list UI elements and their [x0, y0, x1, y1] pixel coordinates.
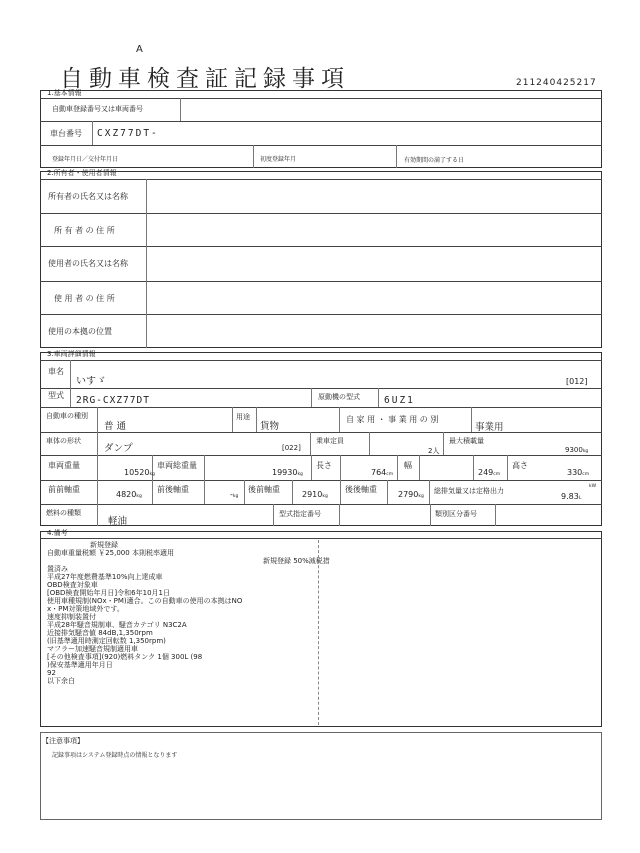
fuel-label: 燃料の種類 [46, 509, 81, 517]
first-reg-label: 初度登録年月 [260, 156, 297, 163]
owner-name-label: 所有者の氏名又は名称 [48, 192, 128, 201]
remark-line: 置済み [47, 565, 68, 573]
remark-line: )保安基準適用年月日 [47, 661, 113, 669]
length-value [371, 468, 393, 477]
remark-line: [その他検査事項](920)燃料タンク 1個 300L (98 [47, 653, 203, 661]
engine-value: 6UZ1 [384, 395, 415, 406]
remark-line: 平成27年度燃費基準10%向上達成車 [47, 573, 163, 581]
rr-axle-value [398, 490, 424, 499]
width-label: 幅 [404, 461, 412, 470]
section-basic-info-heading: 1.基本情報 [47, 89, 82, 97]
section-owner-info-heading: 2.所有者・使用者情報 [47, 169, 117, 177]
fr-axle-number: - [230, 490, 233, 499]
business-label: 自 家 用 ・ 事 業 用 の 別 [346, 415, 439, 424]
body-label: 車体の形状 [46, 437, 81, 445]
unit-kw: kW [589, 484, 597, 489]
weight-label: 車両重量 [48, 461, 80, 470]
remark-line: 新規登録 50%減税措 [263, 557, 330, 565]
user-name-label: 使用者の氏名又は名称 [48, 259, 128, 268]
unit-cm: cm [582, 472, 590, 477]
remark-line: 以下余白 [47, 677, 75, 685]
business-value: 事業用 [475, 422, 504, 433]
engine-label: 原動機の型式 [318, 393, 360, 401]
ff-axle-number: 4820 [116, 490, 137, 499]
notes-heading: 【注意事項】 [42, 737, 84, 745]
reg-date-label: 登録年月日／交付年月日 [52, 156, 119, 163]
chassis-value: CXZ77DT- [97, 128, 159, 139]
type-designation-label: 型式指定番号 [279, 510, 321, 518]
notes-text: 記録事項はシステム登録時点の情報となります [52, 752, 178, 759]
section-remarks-heading: 4.備考 [47, 529, 68, 537]
body-value: ダンプ [104, 443, 133, 454]
rf-axle-number: 2910 [302, 490, 323, 499]
height-number: 330 [567, 468, 583, 477]
length-label: 長さ [316, 461, 332, 470]
unit-kg: kg [136, 494, 142, 499]
unit-cm: cm [386, 472, 394, 477]
capacity-value [428, 446, 439, 456]
remark-line: 速度抑制装置付 [47, 613, 96, 621]
unit-kg: kg [149, 472, 155, 477]
rr-axle-number: 2790 [398, 490, 419, 499]
rf-axle-label: 後前軸重 [248, 485, 280, 494]
unit-kg: kg [322, 494, 328, 499]
fr-axle-value [230, 490, 238, 499]
expiry-label: 有効期間の満了する日 [404, 157, 465, 164]
total-weight-number: 19930 [272, 468, 298, 477]
chassis-label: 車台番号 [50, 129, 82, 138]
remark-line: 自動車重量税額 ￥25,000 本則税率適用 [47, 549, 174, 557]
capacity-label: 乗車定員 [316, 437, 344, 445]
max-load-number: 9300 [565, 446, 583, 454]
length-number: 764 [371, 468, 387, 477]
weight-number: 10520 [124, 468, 150, 477]
weight-value [124, 468, 155, 477]
fr-axle-label: 前後軸重 [157, 485, 189, 494]
unit-kg: kg [418, 494, 424, 499]
ff-axle-value [116, 490, 142, 499]
document-title: 自動車検査証記録事項 [60, 66, 350, 92]
model-value: 2RG-CXZ77DT [76, 395, 150, 406]
capacity-unit: 人 [432, 447, 440, 455]
height-value [567, 468, 589, 477]
ff-axle-label: 前前軸重 [48, 485, 80, 494]
remark-line: x・PM対策地域外です。 [47, 605, 124, 613]
rf-axle-value [302, 490, 328, 499]
owner-address-label: 所 有 者 の 住 所 [54, 226, 115, 235]
width-value [478, 468, 500, 477]
body-code: [022] [282, 444, 301, 452]
remark-line: マフラー加速騒音規制適用車 [47, 645, 138, 653]
type-value: 普 通 [104, 421, 127, 432]
unit-kg: kg [297, 472, 303, 477]
maker-label: 車名 [48, 367, 64, 376]
remark-line: 使用車種規制(NOx・PM)適合。この自動車の使用の本拠はNO [47, 597, 243, 605]
remark-line: 近接排気騒音値 84dB,1,350rpm [47, 629, 153, 637]
remark-line: 新規登録 [90, 541, 118, 549]
section-vehicle-details-heading: 3.車両詳細情報 [47, 350, 96, 358]
total-weight-value [272, 468, 303, 477]
reg-number-label: 自動車登録番号又は車両番号 [52, 105, 143, 113]
category-label: 類別区分番号 [435, 510, 477, 518]
user-address-label: 使 用 者 の 住 所 [54, 294, 115, 303]
displacement-value [561, 492, 581, 501]
form-mark: A [136, 44, 143, 55]
unit-l: L [578, 496, 582, 501]
model-label: 型式 [48, 391, 64, 400]
usage-value: 貨物 [260, 421, 280, 432]
displacement-label: 総排気量又は定格出力 [434, 487, 504, 495]
unit-kg: kg [232, 494, 239, 499]
unit-cm: cm [493, 472, 501, 477]
max-load-label: 最大積載量 [449, 437, 484, 445]
fuel-value: 軽油 [108, 516, 128, 527]
remark-line: 平成28年騒音規制車、騒音カテゴリ N3C2A [47, 621, 187, 629]
remark-line: (旧基準適用時測定回転数 1,350rpm) [47, 637, 166, 645]
width-number: 249 [478, 468, 494, 477]
notes-box [40, 732, 602, 820]
unit-kg: kg [582, 449, 589, 454]
base-location-label: 使用の本拠の位置 [48, 327, 112, 336]
type-label: 自動車の種別 [46, 412, 88, 420]
rr-axle-label: 後後軸重 [345, 485, 377, 494]
remark-line: OBD検査対象車 [47, 581, 98, 589]
capacity-number: 2 [428, 447, 433, 455]
maker-value: いすゞ [76, 376, 106, 387]
usage-label: 用途 [236, 413, 250, 421]
height-label: 高さ [512, 461, 528, 470]
maker-code: [012] [566, 377, 588, 386]
max-load-value [565, 446, 588, 454]
displacement-number: 9.83 [561, 492, 579, 501]
document-number: 211240425217 [516, 78, 597, 88]
total-weight-label: 車両総重量 [157, 461, 197, 470]
remark-line: [OBD検査開始年月日]令和6年10月1日 [47, 589, 170, 597]
remark-line: 92 [47, 669, 56, 677]
